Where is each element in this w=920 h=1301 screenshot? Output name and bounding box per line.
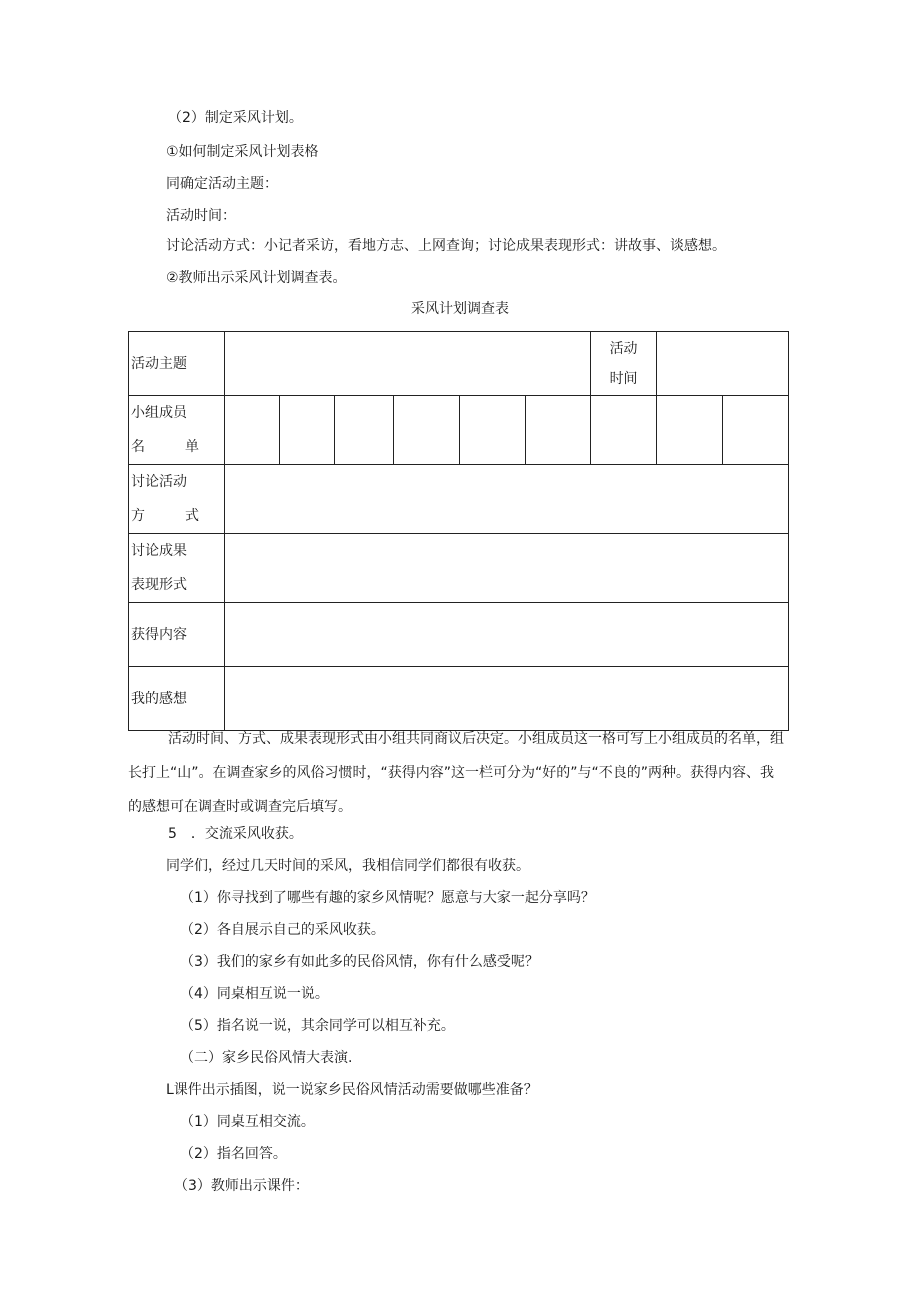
- member-cell: [591, 396, 657, 465]
- row-members: [129, 396, 789, 465]
- survey-plan-table: [128, 331, 789, 731]
- how-to-make-table: ①如何制定采风计划表格: [166, 144, 319, 160]
- row-method: [129, 465, 789, 534]
- time-label-line1: 活动: [609, 340, 638, 357]
- part-2-heading: （二）家乡民俗风情大表演.: [180, 1050, 353, 1066]
- row-feeling: [129, 667, 789, 731]
- result-label-line2: 表现形式: [131, 577, 187, 593]
- step-2-heading: （2）制定采风计划。: [168, 110, 303, 126]
- members-label-line2: [131, 430, 199, 464]
- theme-cell: [225, 332, 591, 396]
- method-char-2: 式: [185, 508, 199, 524]
- time-question: 活动时间：: [166, 208, 236, 224]
- table-note: 活动时间、方式、成果表现形式由小组共同商议后决定。小组成员这一格可写上小组成员的名单，组长打上“山”。在调查家乡的风俗习惯时，“获得内容”这一栏可分为“好的”与“不良的”两种。获得内容、我的感想可在调查时或调查完后填写。: [128, 731, 784, 815]
- members-label-line1: 小组成员: [131, 405, 187, 421]
- result-cell: [225, 534, 789, 603]
- method-label: [129, 465, 225, 534]
- method-char-1: 方: [131, 508, 145, 524]
- member-cell: [657, 396, 723, 465]
- methods-text: 讨论活动方式：小记者采访，看地方志、上网查询；讨论成果表现形式：讲故事、谈感想。: [166, 238, 726, 254]
- question-4: （4）同桌相互说一说。: [180, 986, 329, 1002]
- member-cell: [225, 396, 280, 465]
- theme-label: 活动主题: [129, 332, 225, 396]
- method-label-line1: 讨论活动: [131, 474, 187, 490]
- section-5-heading: 5 ．交流采风收获。: [168, 826, 303, 842]
- question-3: （3）我们的家乡有如此多的民俗风情，你有什么感受呢？: [180, 954, 539, 970]
- method-cell: [225, 465, 789, 534]
- feeling-label: 我的感想: [129, 667, 225, 731]
- question-5: （5）指名说一说，其余同学可以相互补充。: [180, 1018, 455, 1034]
- members-label: [129, 396, 225, 465]
- member-cell: [394, 396, 460, 465]
- question-2: （2）各自展示自己的采风收获。: [180, 922, 385, 938]
- row-theme: [129, 332, 789, 396]
- gain-cell: [225, 603, 789, 667]
- row-gain: [129, 603, 789, 667]
- section-5-intro: 同学们，经过几天时间的采风，我相信同学们都很有收获。: [166, 858, 530, 874]
- member-cell: [280, 396, 335, 465]
- part-2-intro: L课件出示插图，说一说家乡民俗风情活动需要做哪些准备？: [166, 1082, 538, 1098]
- member-cell: [526, 396, 591, 465]
- members-char-2: 单: [185, 439, 199, 455]
- method-label-line2: [131, 499, 199, 533]
- teacher-shows-table: ②教师出示采风计划调查表。: [166, 270, 347, 286]
- time-label-line2: 时间: [609, 370, 638, 387]
- member-cell: [335, 396, 394, 465]
- members-char-1: 名: [131, 439, 145, 455]
- step-2: （2）指名回答。: [180, 1146, 287, 1162]
- feeling-cell: [225, 667, 789, 731]
- result-label: [129, 534, 225, 603]
- time-label: [591, 332, 657, 396]
- time-cell: [657, 332, 789, 396]
- step-3: （3）教师出示课件：: [174, 1178, 309, 1194]
- step-1: （1）同桌互相交流。: [180, 1114, 315, 1130]
- result-label-line1: 讨论成果: [131, 543, 187, 559]
- question-1: （1）你寻找到了哪些有趣的家乡风情呢？愿意与大家一起分享吗？: [180, 890, 595, 906]
- member-cell: [723, 396, 789, 465]
- row-result: [129, 534, 789, 603]
- gain-label: 获得内容: [129, 603, 225, 667]
- member-cell: [460, 396, 526, 465]
- table-title: 采风计划调查表: [411, 301, 509, 317]
- theme-question: 同确定活动主题：: [166, 176, 278, 192]
